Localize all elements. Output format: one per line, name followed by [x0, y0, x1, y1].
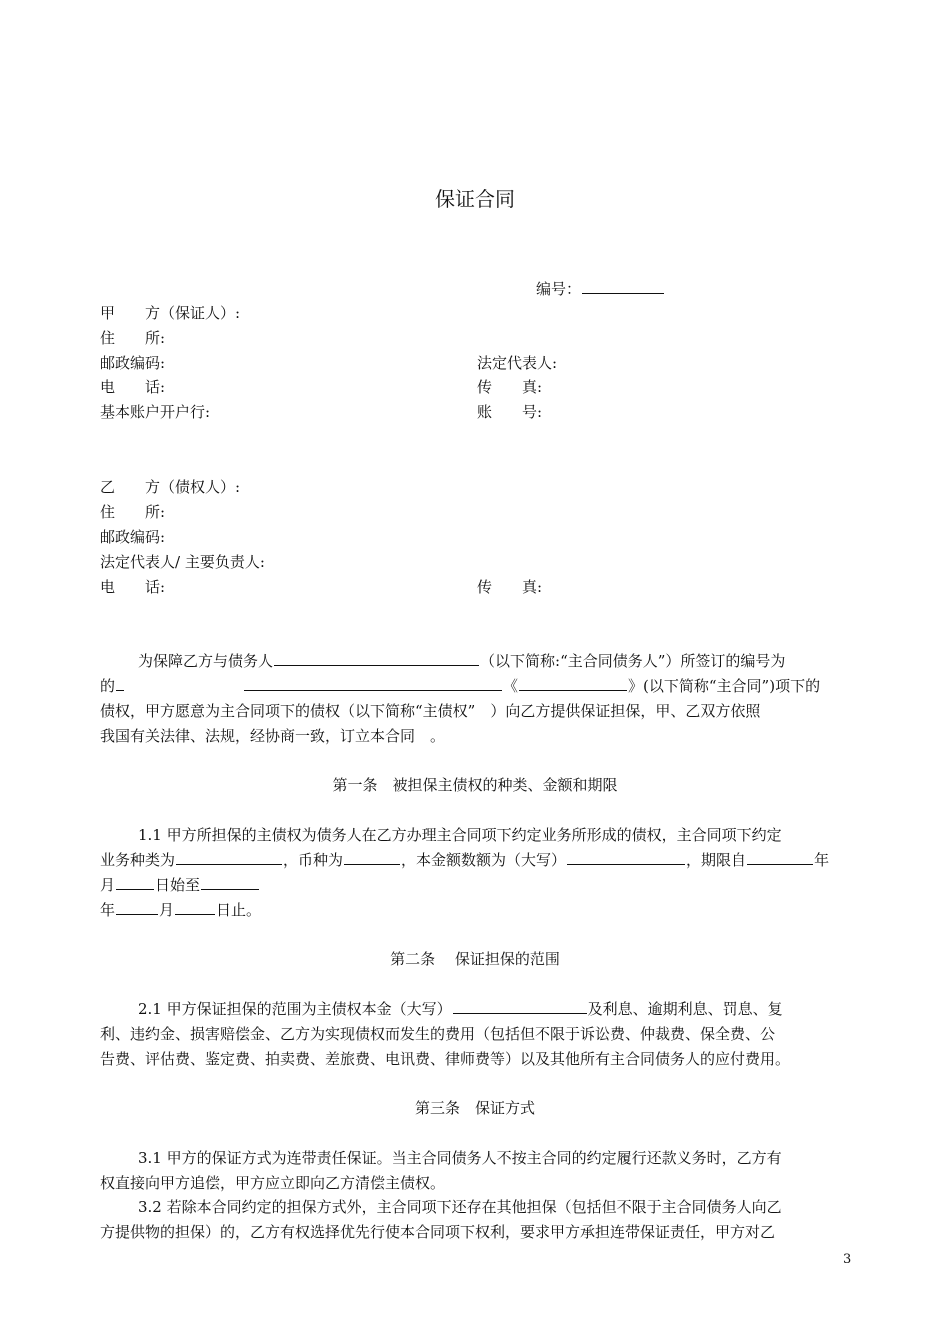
article-3-line-3: 3.2 若除本合同约定的担保方式外，主合同项下还存在其他担保（包括但不限于主合同债务人向乙	[138, 1198, 782, 1216]
party-b-address: 住 所:	[100, 503, 166, 521]
preamble-line-2: 的 《 》(以下简称“主合同”)项下的	[100, 677, 821, 695]
party-b-fax: 传 真:	[477, 578, 543, 596]
start-month-blank	[116, 874, 154, 890]
currency-blank	[344, 849, 400, 865]
preamble-line-4: 我国有关法律、法规，经协商一致，订立本合同 。	[100, 727, 446, 745]
party-b-postcode: 邮政编码:	[100, 528, 166, 546]
party-b-name: 乙 方（债权人）:	[100, 478, 241, 496]
end-day-blank	[175, 899, 215, 915]
contract-number-field	[536, 278, 665, 299]
party-a-fax: 传 真:	[477, 378, 543, 396]
article-1-line-3: 月 日始至	[100, 873, 260, 897]
article-3-heading: 第三条 保证方式	[414, 1099, 535, 1117]
article-3-line-4: 方提供物的担保）的，乙方有权选择优先行使本合同项下权利，要求甲方承担连带保证责任，甲方对乙	[100, 1223, 776, 1241]
party-a-account: 账 号:	[477, 403, 543, 421]
article-1-line-1: 1.1 甲方所担保的主债权为债务人在乙方办理主合同项下约定业务所形成的债权，主合同项下约定	[138, 826, 782, 844]
business-type-blank	[176, 849, 282, 865]
article-1-heading: 第一条 被担保主债权的种类、金额和期限	[332, 776, 618, 794]
contract-number-blank	[582, 278, 664, 294]
party-a-legal-rep: 法定代表人:	[477, 354, 558, 372]
contract-number-label: 编号：	[536, 280, 582, 298]
party-a-name: 甲 方（保证人）:	[100, 304, 241, 322]
party-a-bank: 基本账户开户行:	[100, 403, 211, 421]
party-b-legal-rep: 法定代表人/ 主要负责人:	[100, 553, 265, 571]
party-a-phone: 电 话:	[100, 378, 166, 396]
end-date-blank	[201, 874, 259, 890]
article-2-line-2: 利、违约金、损害赔偿金、乙方为实现债权而发生的费用（包括但不限于诉讼费、仲裁费、保全费、公	[100, 1025, 776, 1043]
main-contract-name-blank	[519, 675, 627, 691]
preamble-line-1: 为保障乙方与债务人 （以下简称:“主合同债务人”）所签订的编号为	[138, 652, 786, 670]
debtor-blank	[274, 650, 479, 666]
article-1-line-4: 年 月 日止。	[100, 901, 262, 919]
article-2-line-1: 2.1 甲方保证担保的范围为主债权本金（大写） 及利息、逾期利息、罚息、复	[138, 1000, 783, 1018]
principal-amount-blank	[567, 849, 685, 865]
document-title: 保证合同	[435, 187, 515, 211]
article-3-line-2: 权直接向甲方追偿，甲方应立即向乙方清偿主债权。	[100, 1174, 446, 1192]
page-number: 3	[843, 1252, 852, 1267]
party-b-phone: 电 话:	[100, 578, 166, 596]
preamble-line-3: 债权，甲方愿意为主合同项下的债权（以下简称“主债权” ）向乙方提供保证担保，甲、乙双方依照	[100, 702, 761, 720]
start-year-blank	[747, 849, 813, 865]
main-contract-number-blank	[244, 675, 502, 691]
article-3-line-1: 3.1 甲方的保证方式为连带责任保证。当主合同债务人不按主合同的约定履行还款义务时，乙方有	[138, 1149, 782, 1167]
party-a-postcode: 邮政编码:	[100, 354, 166, 372]
party-a-address: 住 所:	[100, 329, 166, 347]
article-1-line-2: 业务种类为 ，币种为 ，本金额数额为（大写） ，期限自 年	[100, 851, 830, 869]
article-2-line-3: 告费、评估费、鉴定费、拍卖费、差旅费、电讯费、律师费等）以及其他所有主合同债务人的应付费用。	[100, 1050, 791, 1068]
end-year-blank	[116, 899, 158, 915]
article-2-heading: 第二条 保证担保的范围	[390, 950, 560, 968]
guarantee-principal-blank	[453, 998, 587, 1014]
